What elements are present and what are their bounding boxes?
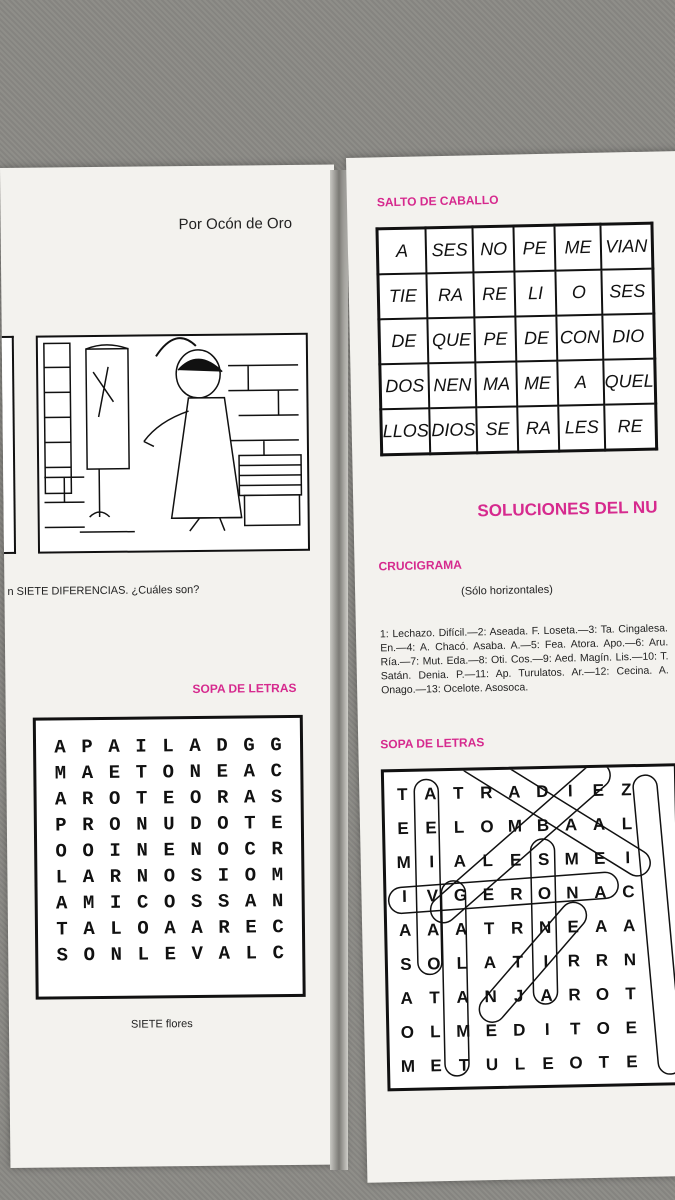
solution-letter: I — [567, 781, 573, 801]
soup-letter: S — [270, 786, 283, 809]
soup-caption: SIETE flores — [130, 1018, 193, 1031]
soup-letter: N — [271, 890, 284, 913]
word-search-grid — [33, 715, 306, 1000]
soup-letter: I — [109, 891, 122, 914]
soup-letter: V — [191, 942, 204, 966]
knight-row — [381, 404, 657, 455]
solution-letter: E — [397, 818, 409, 839]
solution-letter: D — [512, 1020, 526, 1040]
soup-letter: C — [272, 916, 284, 939]
soup-letter: O — [217, 838, 229, 861]
knight-cell: DOS — [380, 363, 429, 409]
knight-cell: ME — [555, 224, 602, 270]
soup-letter: T — [135, 761, 148, 784]
solution-letter: R — [510, 884, 523, 904]
soup-letter: R — [218, 916, 230, 939]
knight-cell: QUEL — [603, 359, 656, 405]
solution-letter: B — [536, 815, 550, 836]
solution-letter: A — [453, 851, 467, 871]
soup-row — [37, 836, 301, 865]
solution-letter: A — [540, 985, 553, 1006]
left-page — [0, 165, 344, 1168]
soup-letter: I — [135, 735, 147, 758]
soup-letter: T — [135, 787, 148, 810]
knight-cell: TIE — [378, 273, 427, 319]
soup-letter: C — [244, 838, 256, 861]
knight-cell: PE — [475, 316, 517, 362]
word-search-solution-grid — [381, 763, 675, 1091]
solution-letter: I — [543, 951, 549, 972]
soup-letter: A — [55, 892, 68, 915]
crossword-solution-text: 1: Lechazo. Difícil.—2: Aseada. F. Loseta.—3: Ta. Cingalesa. En.—4: A. Chacó. Asaba. A.—5: Fea. Atora. Apo.—6: Aru. Ría.—7: Mut. Eda.—8: Oti. Cos.—9: Aed. Magín. Lis.—10: T. Satán. Denia. P.—11: Ap. Turulatos. Ar.—12: Cecina. A. Onago.—13: Ocelote. Asosoca. — [379, 622, 669, 697]
knight-cell: DIO — [602, 314, 655, 360]
knight-cell: QUE — [427, 317, 475, 363]
soup-letter: C — [136, 891, 149, 914]
soup-letter: N — [190, 838, 202, 862]
solution-letter: I — [429, 852, 435, 872]
solution-letter: O — [427, 954, 441, 974]
soup-letter: A — [244, 890, 257, 913]
solution-letter: D — [535, 781, 549, 802]
solution-letter: J — [513, 986, 524, 1006]
solution-letter: A — [454, 919, 468, 939]
soup-letter: S — [190, 890, 203, 914]
book-gutter — [330, 170, 348, 1170]
soup-letter: E — [164, 943, 177, 966]
soup-letter: C — [272, 942, 285, 965]
solution-letter: U — [485, 1055, 499, 1075]
solution-letter: N — [484, 987, 497, 1007]
solution-letter: E — [626, 1052, 638, 1072]
knight-row — [380, 359, 656, 410]
soup-letter: A — [218, 942, 231, 965]
soup-letter: L — [55, 866, 68, 889]
knight-cell: NEN — [428, 362, 476, 408]
soup-letter: N — [110, 943, 123, 966]
solution-letter: R — [479, 783, 493, 803]
knight-cell: VIAN — [600, 223, 653, 270]
knight-cell: LES — [558, 405, 605, 451]
soup-letter: A — [191, 916, 203, 940]
solution-letter: A — [507, 782, 521, 802]
soup-letter: S — [56, 944, 69, 967]
soup-letter: A — [83, 918, 95, 941]
knight-cell: MA — [476, 361, 518, 407]
solution-letter: A — [456, 987, 469, 1007]
monk-cartoon — [36, 333, 310, 554]
soup-letter: R — [216, 786, 229, 809]
soup-letter: A — [108, 735, 120, 758]
solution-letter: O — [400, 1022, 415, 1043]
soup-letter: O — [137, 917, 149, 940]
solution-letter: A — [592, 814, 606, 834]
soup-letter: C — [270, 760, 283, 783]
solution-letter: O — [595, 984, 610, 1004]
soup-letter: O — [55, 840, 67, 863]
knight-cell: LI — [515, 271, 557, 317]
solution-letter: A — [400, 988, 413, 1009]
soup-letter: M — [82, 892, 95, 915]
solution-letter: E — [485, 1021, 498, 1041]
soup-letter: O — [162, 761, 175, 784]
solution-letter: I — [625, 848, 631, 868]
soup-row — [36, 784, 300, 813]
solution-letter: M — [456, 1021, 471, 1041]
soup-letter: N — [136, 839, 148, 862]
solution-letter: R — [567, 951, 581, 971]
soup-letter: E — [162, 787, 175, 810]
knight-cell: DE — [516, 316, 558, 362]
solution-letter: V — [426, 886, 439, 906]
solution-letter: M — [396, 852, 412, 873]
solution-letter: L — [456, 953, 468, 973]
soup-letter: A — [164, 917, 176, 940]
solution-letter: A — [426, 920, 440, 940]
differences-caption: n SIETE DIFERENCIAS. ¿Cuáles son? — [7, 583, 200, 598]
soup-letter: O — [189, 786, 202, 810]
soup-letter: L — [245, 942, 258, 965]
solution-letter: T — [625, 984, 636, 1004]
soup-row — [37, 810, 301, 839]
soup-letter: O — [163, 865, 176, 888]
knight-cell: LLOS — [381, 408, 430, 455]
solution-letter: N — [566, 883, 579, 903]
solution-letter: L — [482, 851, 494, 871]
soup-letter: A — [243, 760, 256, 783]
soup-letter: A — [243, 786, 256, 809]
soup-letter: L — [110, 917, 122, 940]
solution-letter: L — [429, 1022, 441, 1042]
knight-row — [379, 314, 655, 365]
solution-letter: E — [567, 917, 580, 937]
solution-letter: A — [398, 920, 412, 941]
knight-title: SALTO DE CABALLO — [376, 192, 499, 210]
soup-letter: S — [217, 890, 230, 913]
solution-letter: T — [569, 1019, 581, 1039]
solution-letter: A — [622, 916, 636, 936]
solution-letter: E — [430, 1056, 442, 1076]
knight-cell: RA — [517, 406, 559, 452]
soup-letter: A — [189, 734, 201, 758]
soup-letter: R — [109, 865, 122, 888]
solution-letter: I — [401, 886, 408, 906]
soup-letter: A — [54, 736, 66, 759]
solution-letter: A — [594, 916, 608, 936]
soup-letter: N — [189, 760, 202, 784]
solution-letter: E — [482, 885, 495, 905]
solution-letter: T — [512, 952, 524, 972]
soup-letter: M — [271, 864, 284, 887]
soup-letter: N — [136, 813, 148, 836]
solution-letter: T — [458, 1055, 470, 1075]
knight-puzzle-table — [375, 222, 658, 457]
soup-letter: A — [54, 788, 67, 811]
soup-letter: M — [54, 762, 67, 785]
soup-letter: U — [163, 813, 175, 836]
solution-letter: A — [483, 953, 497, 973]
soup-letter: O — [109, 813, 121, 836]
solution-letter: L — [621, 814, 633, 834]
knight-cell: CON — [557, 315, 604, 361]
knight-cell: DE — [379, 318, 428, 364]
knight-cell: SE — [477, 406, 519, 452]
solution-letter: N — [623, 950, 637, 970]
soup-letter: I — [217, 864, 230, 887]
solution-letter: E — [542, 1053, 554, 1074]
solutions-title: SOLUCIONES DEL NU — [477, 497, 658, 521]
solution-letter: O — [596, 1018, 611, 1038]
soup-letter: R — [82, 814, 94, 837]
solution-letter: E — [625, 1018, 638, 1038]
solution-letter: O — [537, 883, 552, 904]
solution-letter: A — [564, 815, 578, 835]
solution-letter: S — [400, 954, 412, 975]
monk-illustration — [38, 335, 308, 552]
byline: Por Ocón de Oro — [178, 214, 293, 234]
knight-cell: O — [556, 270, 603, 316]
soup-letter: E — [216, 760, 229, 783]
solution-letter: T — [483, 919, 495, 939]
solution-letter: S — [537, 849, 550, 870]
solution-letter: G — [453, 885, 468, 905]
soup-letter: D — [216, 734, 228, 757]
knight-cell: PE — [514, 225, 556, 271]
knight-cell: RA — [426, 272, 474, 318]
solution-letter: M — [507, 816, 523, 836]
solution-letter: T — [452, 783, 464, 803]
soup-letter: T — [244, 812, 256, 835]
knight-cell: RE — [604, 404, 657, 451]
soup-letter: T — [56, 918, 68, 941]
soup-letter: I — [109, 839, 121, 862]
knight-cell: NO — [473, 226, 515, 272]
solution-letter: T — [598, 1052, 610, 1072]
knight-cell: A — [377, 228, 426, 275]
crossword-title: CRUCIGRAMA — [378, 557, 463, 574]
knight-row — [378, 269, 654, 320]
soup-letter: G — [243, 734, 255, 757]
soup-solution-title: SOPA DE LETRAS — [380, 735, 485, 752]
right-page — [346, 151, 675, 1183]
soup-letter: E — [108, 761, 121, 784]
knight-cell: A — [557, 360, 604, 406]
knight-cell: SES — [426, 227, 474, 273]
solution-circles — [384, 766, 675, 1088]
soup-row — [38, 940, 302, 969]
solution-letter: O — [480, 817, 494, 837]
soup-row — [37, 862, 301, 891]
solution-letter: M — [400, 1056, 416, 1077]
soup-letter: O — [163, 891, 176, 914]
soup-row — [38, 914, 302, 943]
solution-letter: E — [509, 850, 522, 870]
solution-letter: A — [423, 784, 437, 804]
soup-letter: R — [81, 788, 94, 811]
soup-letter: O — [217, 812, 229, 835]
knight-row — [377, 223, 653, 274]
soup-letter: D — [190, 812, 202, 836]
solution-letter: N — [538, 917, 552, 938]
solution-letter: L — [453, 817, 465, 837]
soup-letter: P — [55, 814, 67, 837]
soup-letter: A — [81, 762, 94, 785]
soup-row — [38, 888, 302, 917]
knight-cell: SES — [601, 269, 654, 315]
solution-letter: E — [425, 818, 437, 838]
soup-letter: E — [271, 812, 283, 835]
solution-letter: I — [544, 1019, 550, 1040]
soup-title: SOPA DE LETRAS — [192, 680, 297, 697]
crossword-subtitle: (Sólo horizontales) — [460, 583, 553, 598]
solution-letter: T — [396, 784, 408, 805]
solution-letter: T — [429, 988, 440, 1008]
soup-row — [36, 758, 300, 787]
knight-cell: ME — [517, 361, 559, 407]
soup-letter: A — [82, 866, 95, 889]
solution-letter: O — [569, 1053, 583, 1073]
soup-letter: O — [83, 944, 96, 967]
soup-letter: L — [162, 735, 174, 758]
soup-letter: O — [244, 864, 257, 887]
solution-letter: M — [564, 849, 580, 869]
solution-letter: C — [622, 882, 635, 902]
soup-row — [36, 732, 300, 761]
knight-cell: DIOS — [429, 407, 477, 453]
knight-cell: RE — [474, 271, 516, 317]
soup-letter: O — [82, 840, 94, 863]
soup-letter: G — [270, 734, 282, 757]
solution-letter: A — [594, 882, 607, 902]
solution-letter: R — [595, 950, 609, 970]
soup-letter: O — [108, 787, 121, 810]
soup-letter: R — [271, 838, 283, 861]
soup-letter: L — [137, 943, 150, 966]
soup-letter: E — [163, 839, 175, 862]
solution-letter: Z — [620, 780, 632, 800]
solution-letter: E — [593, 848, 606, 868]
soup-letter: P — [81, 736, 93, 759]
solution-letter: E — [592, 780, 605, 800]
solution-letter: L — [514, 1054, 526, 1074]
soup-letter: N — [136, 865, 149, 888]
soup-letter: E — [245, 916, 257, 939]
solution-letter: R — [568, 985, 581, 1005]
solution-letter: R — [510, 918, 524, 938]
soup-letter: S — [190, 864, 203, 888]
